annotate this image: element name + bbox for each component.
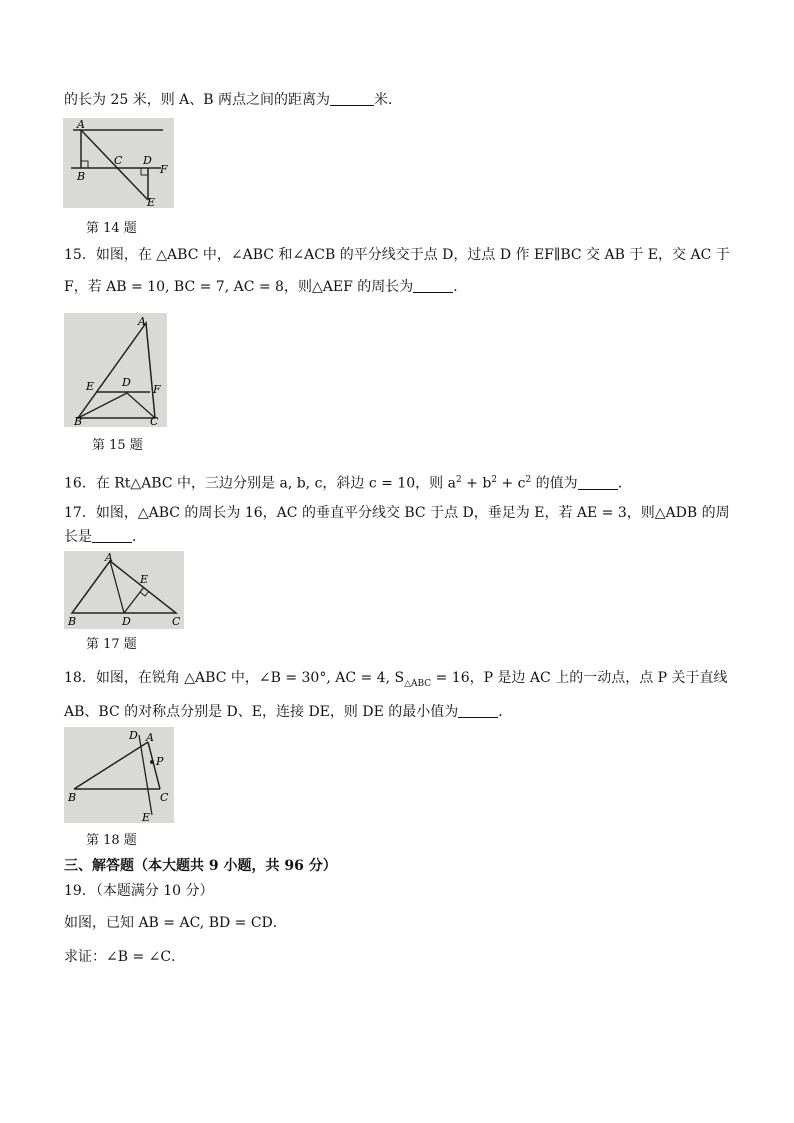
q16-statement: 16．在 Rt△ABC 中，三边分别是 a, b, c，斜边 c = 10，则 a bbox=[64, 475, 456, 492]
q19-line2: 如图，已知 AB = AC, BD = CD． bbox=[64, 915, 287, 931]
q18-line1 bbox=[64, 669, 728, 693]
q18-statement-cont: = 16，P 是边 AC 上的一动点，点 P 关于直线 bbox=[431, 670, 728, 686]
q16-statement-mid: 的值为 bbox=[531, 475, 578, 492]
q19-line3: 求证：∠B = ∠C． bbox=[64, 949, 186, 965]
fig17-label-a: A bbox=[105, 551, 113, 564]
q16-sup-a: 2 bbox=[455, 475, 462, 485]
q18-statement: 18．如图，在锐角 △ABC 中，∠B = 30°, AC = 4, S bbox=[64, 670, 405, 686]
q16-sup-b: 2 bbox=[491, 475, 498, 485]
q16-sup-c: 2 bbox=[525, 475, 532, 485]
figure-15 bbox=[64, 313, 167, 427]
caption-14: 第 14 题 bbox=[86, 221, 137, 236]
fig15-label-d: D bbox=[122, 376, 131, 389]
fig17-label-e: E bbox=[140, 573, 149, 586]
fig15-label-e: E bbox=[86, 380, 95, 393]
q16-statement-end: ． bbox=[617, 475, 632, 492]
fig18-label-b: B bbox=[68, 791, 77, 804]
q16-answer-blank bbox=[578, 475, 618, 490]
caption-15: 第 15 题 bbox=[92, 438, 143, 453]
fig14-label-c: C bbox=[114, 154, 123, 167]
fig18-label-c: C bbox=[160, 791, 169, 804]
q15-line1: 15．如图，在 △ABC 中，∠ABC 和∠ACB 的平分线交于点 D，过点 D 作 EF∥BC 交 AB 于 E，交 AC 于 bbox=[64, 247, 730, 263]
q14-answer-blank bbox=[330, 91, 374, 106]
q18-statement-2: AB、BC 的对称点分别是 D、E，连接 DE，则 DE 的最小值为 bbox=[64, 704, 459, 720]
figure-14 bbox=[63, 118, 174, 208]
caption-18: 第 18 题 bbox=[86, 833, 137, 848]
q14-text bbox=[64, 91, 402, 109]
fig15-label-c: C bbox=[150, 415, 159, 427]
fig15-label-f: F bbox=[153, 383, 161, 396]
q14-statement-end: 米． bbox=[374, 92, 403, 108]
q17-line2 bbox=[64, 528, 146, 546]
q18-statement-end: ． bbox=[498, 704, 513, 720]
q14-statement: 的长为 25 米，则 A、B 两点之间的距离为 bbox=[64, 92, 331, 108]
q18-answer-blank bbox=[458, 703, 498, 718]
fig18-label-e: E bbox=[142, 811, 151, 823]
q15-statement-end: ． bbox=[453, 279, 468, 295]
fig15-label-b: B bbox=[74, 415, 83, 427]
fig14-label-f: F bbox=[160, 163, 168, 176]
q15-statement: F，若 AB = 10, BC = 7, AC = 8，则△AEF 的周长为 bbox=[64, 279, 414, 295]
fig18-label-p: P bbox=[156, 755, 164, 768]
q17-answer-blank bbox=[92, 528, 132, 543]
q18-line2 bbox=[64, 703, 512, 721]
fig14-label-d: D bbox=[143, 154, 152, 167]
q16-term-c: + c bbox=[497, 475, 526, 492]
q18-area-subscript: △ABC bbox=[404, 678, 432, 689]
fig17-label-c: C bbox=[172, 615, 181, 628]
q15-answer-blank bbox=[413, 278, 453, 293]
fig17-label-b: B bbox=[68, 615, 77, 628]
fig18-label-d: D bbox=[129, 729, 138, 742]
q15-line2 bbox=[64, 278, 467, 296]
q16-term-b: + b bbox=[461, 475, 492, 492]
q19-line1: 19．（本题满分 10 分） bbox=[64, 883, 214, 899]
q17-line1: 17．如图，△ABC 的周长为 16，AC 的垂直平分线交 BC 于点 D，垂足为 E，若 AE = 3，则△ADB 的周 bbox=[64, 505, 730, 521]
section-3-heading: 三、解答题（本大题共 9 小题，共 96 分） bbox=[64, 858, 337, 874]
fig15-label-a: A bbox=[138, 315, 146, 328]
fig17-label-d: D bbox=[122, 615, 131, 628]
q17-statement: 长是 bbox=[64, 529, 92, 545]
figure-17 bbox=[64, 551, 184, 629]
figure-18 bbox=[64, 727, 174, 823]
fig14-label-a: A bbox=[77, 118, 85, 131]
q17-statement-end: ． bbox=[132, 529, 146, 545]
caption-17: 第 17 题 bbox=[86, 637, 137, 652]
fig14-label-e: E bbox=[147, 196, 156, 208]
fig14-label-b: B bbox=[77, 170, 86, 183]
fig18-label-a: A bbox=[146, 731, 154, 744]
q16-line bbox=[64, 471, 632, 493]
